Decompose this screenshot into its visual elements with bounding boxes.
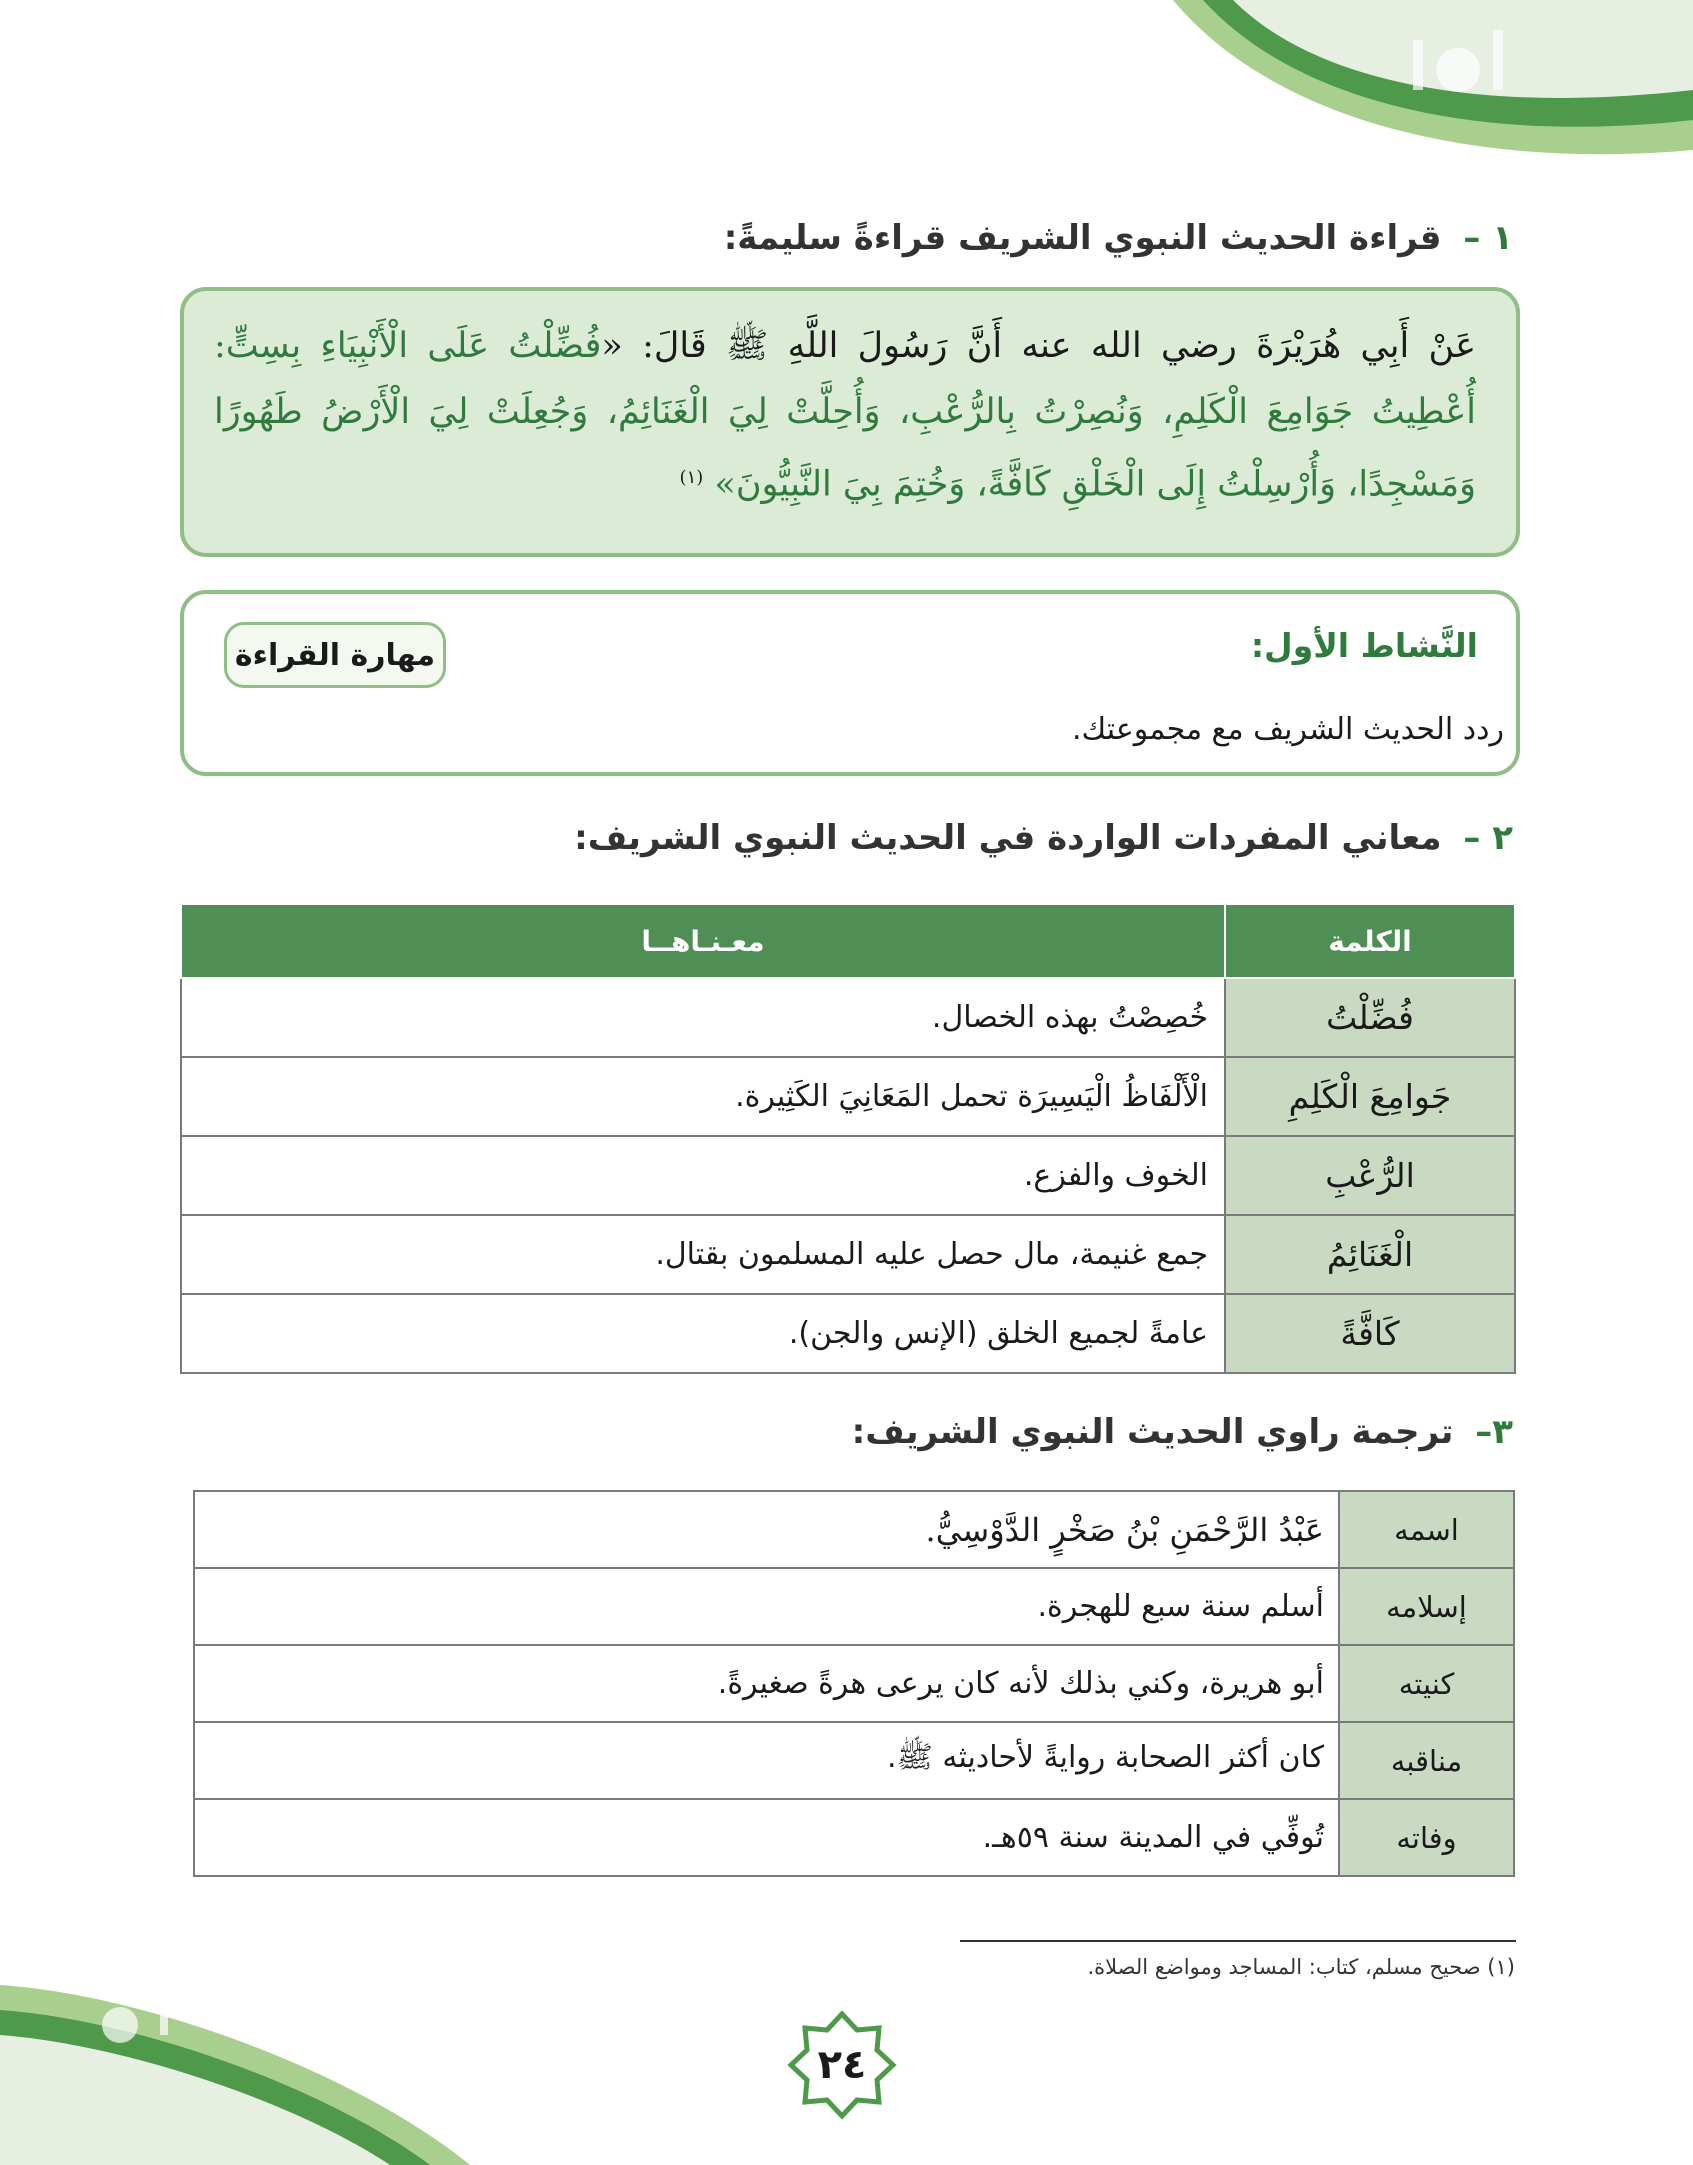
bio-label: وفاته	[1339, 1799, 1514, 1876]
bio-value: أبو هريرة، وكني بذلك لأنه كان يرعى هرةً صغيرةً.	[194, 1645, 1339, 1722]
vocab-word: الْغَنَائِمُ	[1225, 1215, 1515, 1294]
section-1-number: ١ –	[1463, 218, 1513, 258]
footnote: (١) صحيح مسلم، كتاب: المساجد ومواضع الصلاة.	[1087, 1955, 1515, 1979]
activity-title: النَّشاط الأول:	[1250, 626, 1478, 665]
section-2-number: ٢ –	[1463, 818, 1513, 858]
section-3-number: ٣–	[1475, 1412, 1513, 1452]
section-2-heading: معاني المفردات الواردة في الحديث النبوي الشريف:	[574, 818, 1442, 858]
table-row	[194, 1799, 1514, 1876]
hadith-paragraph	[214, 313, 1476, 518]
table-row	[194, 1722, 1514, 1799]
bio-label: كنيته	[1339, 1645, 1514, 1722]
vocab-word: جَوامِعَ الْكَلِمِ	[1225, 1057, 1515, 1136]
page-number: ٢٤	[817, 2042, 867, 2088]
table-header-row	[181, 904, 1515, 978]
bio-value: كان أكثر الصحابة روايةً لأحاديثه ﷺ.	[194, 1722, 1339, 1799]
bio-value: أسلم سنة سبع للهجرة.	[194, 1568, 1339, 1645]
vocab-meaning: الخوف والفزع.	[181, 1136, 1225, 1215]
footnote-mark: (١)	[679, 467, 704, 488]
table-row	[194, 1645, 1514, 1722]
section-1-heading: قراءة الحديث النبوي الشريف قراءةً سليمةً:	[723, 218, 1442, 258]
narrator-bio-table	[193, 1490, 1515, 1877]
header-meaning: معـنـاهــا	[181, 904, 1225, 978]
table-row	[194, 1491, 1514, 1568]
vocab-word: كَافَّةً	[1225, 1294, 1515, 1373]
bio-label: مناقبه	[1339, 1722, 1514, 1799]
table-row	[181, 978, 1515, 1057]
skill-badge: مهارة القراءة	[224, 622, 446, 688]
vocab-word: فُضِّلْتُ	[1225, 978, 1515, 1057]
section-2-title	[574, 818, 1513, 858]
header-decoration	[1053, 0, 1693, 180]
hadith-close-quote: »	[714, 464, 736, 505]
bio-value: عَبْدُ الرَّحْمَنِ بْنُ صَخْرٍ الدَّوْسِيُّ.	[194, 1491, 1339, 1568]
footnote-divider	[960, 1940, 1516, 1942]
footer-decoration	[0, 1965, 500, 2165]
hadith-intro: عَنْ أَبِي هُرَيْرَةَ رضي الله عنه أَنَّ رَسُولَ اللَّهِ ﷺ قَالَ: «	[601, 326, 1476, 366]
hadith-box	[180, 287, 1520, 557]
table-row	[181, 1294, 1515, 1373]
table-row	[181, 1215, 1515, 1294]
bio-label: اسمه	[1339, 1491, 1514, 1568]
table-row	[181, 1057, 1515, 1136]
vocab-meaning: الْأَلْفَاظُ الْيَسِيرَة تحمل المَعَانِيَ الكَثِيرة.	[181, 1057, 1225, 1136]
table-row	[194, 1568, 1514, 1645]
table-row	[181, 1136, 1515, 1215]
vocabulary-table	[180, 903, 1516, 1374]
header-word: الكلمة	[1225, 904, 1515, 978]
activity-instruction: ردد الحديث الشريف مع مجموعتك.	[1071, 712, 1504, 747]
vocab-meaning: جمع غنيمة، مال حصل عليه المسلمون بقتال.	[181, 1215, 1225, 1294]
section-3-title	[852, 1412, 1513, 1452]
vocab-word: الرُّعْبِ	[1225, 1136, 1515, 1215]
bio-value: تُوفِّي في المدينة سنة ٥٩هـ.	[194, 1799, 1339, 1876]
section-3-heading: ترجمة راوي الحديث النبوي الشريف:	[851, 1412, 1454, 1452]
hadith-text: فُضِّلْتُ عَلَى الْأَنْبِيَاءِ بِسِتٍّ: أُعْطِيتُ جَوَامِعَ الْكَلِمِ، وَنُصِرْتُ بِالرُّعْبِ، وَأُحِلَّتْ لِيَ الْغَنَائِمُ، وَجُعِلَتْ لِيَ الْأَرْضُ طَهُورًا وَمَسْجِدًا، وَأُرْسِلْتُ إِلَى الْخَلْقِ كَافَّةً، وَخُتِمَ بِيَ النَّبِيُّونَ	[214, 326, 1476, 505]
bio-label: إسلامه	[1339, 1568, 1514, 1645]
activity-box	[180, 590, 1520, 776]
section-1-title	[724, 218, 1513, 258]
vocab-meaning: خُصِصْتُ بهذه الخصال.	[181, 978, 1225, 1057]
vocab-meaning: عامةً لجميع الخلق (الإنس والجن).	[181, 1294, 1225, 1373]
